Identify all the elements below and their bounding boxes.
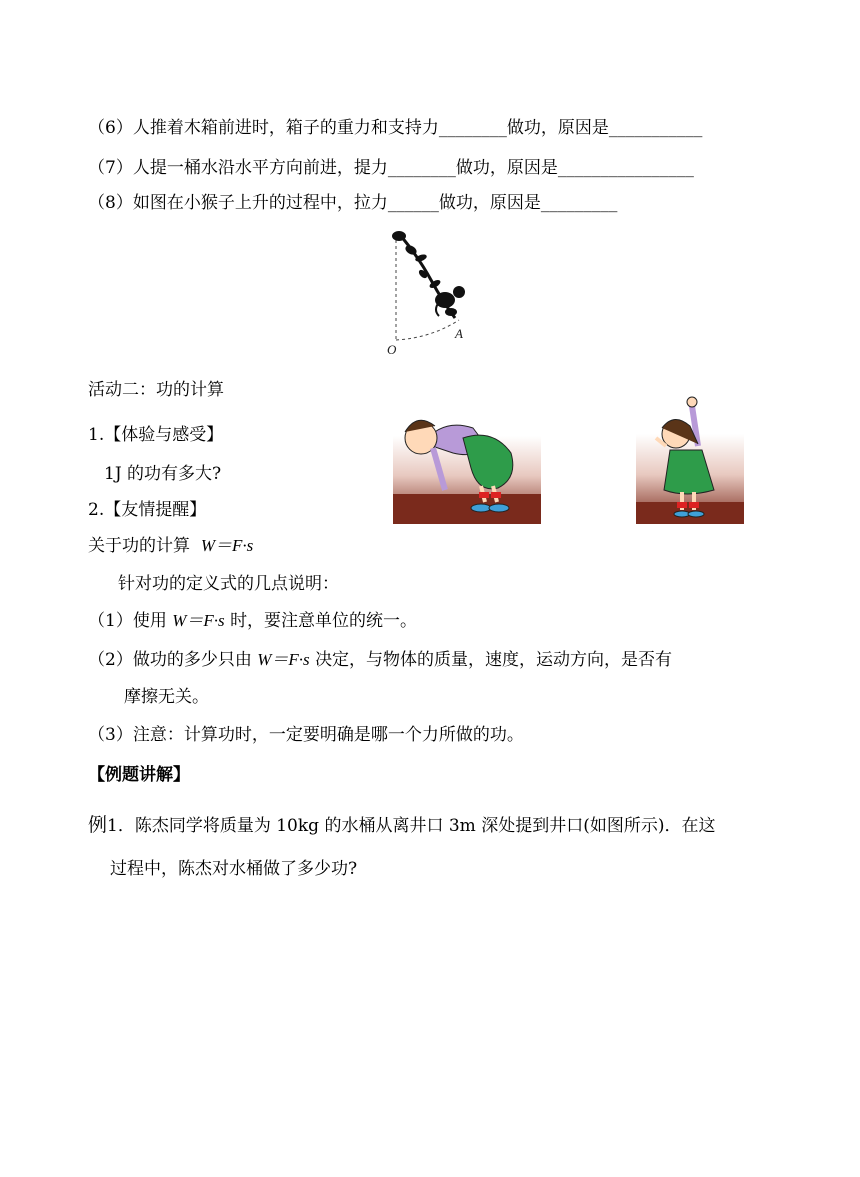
example-1-line-1	[88, 814, 715, 837]
girl-reaching-illustration	[636, 394, 744, 524]
activity2-heading: 活动二：功的计算	[88, 380, 224, 400]
formula-prefix: 关于功的计算	[88, 536, 190, 556]
item-1-title: 1.【体验与感受】	[88, 425, 224, 445]
note-1-text-b: 时，要注意单位的统一。	[230, 611, 418, 631]
example-1-line-2: 过程中，陈杰对水桶做了多少功?	[110, 859, 358, 879]
note-2	[88, 649, 672, 671]
note-1	[88, 610, 417, 632]
formula-line	[88, 535, 253, 557]
example-heading: 【例题讲解】	[88, 765, 190, 785]
note-1-formula: W＝F·s	[172, 611, 225, 630]
question-7: （7）人提一桶水沿水平方向前进，提力________做功，原因是________________	[88, 158, 694, 178]
note-1-text-a: （1）使用	[88, 611, 167, 631]
note-2-text-a: （2）做功的多少只由	[88, 650, 252, 670]
example-label: 例	[88, 814, 108, 836]
label-a: A	[455, 326, 463, 341]
example-1-text: 1．陈杰同学将质量为 10kg 的水桶从离井口 3m 深处提到井口(如图所示)．在这	[107, 816, 716, 836]
note-2-continued: 摩擦无关。	[124, 687, 209, 707]
formula: W＝F·s	[200, 536, 254, 555]
girl-bending-illustration	[393, 398, 541, 524]
vine-leaves-icon	[392, 231, 442, 290]
item-2-title: 2.【友情提醒】	[88, 500, 207, 520]
question-1j: 1J 的功有多大?	[104, 464, 222, 484]
note-3: （3）注意：计算功时，一定要明确是哪一个力所做的功。	[88, 725, 524, 745]
note-2-formula: W＝F·s	[257, 650, 310, 669]
monkey-icon	[435, 286, 465, 316]
swing-arc	[396, 320, 459, 340]
question-8: （8）如图在小猴子上升的过程中，拉力______做功，原因是_________	[88, 193, 618, 213]
question-6: （6）人推着木箱前进时，箱子的重力和支持力________做功，原因是___________	[88, 118, 703, 138]
explain-intro: 针对功的定义式的几点说明：	[118, 574, 339, 594]
note-2-text-b: 决定，与物体的质量，速度，运动方向，是否有	[315, 650, 673, 670]
monkey-climbing-figure	[383, 228, 483, 358]
label-o: O	[387, 342, 397, 357]
